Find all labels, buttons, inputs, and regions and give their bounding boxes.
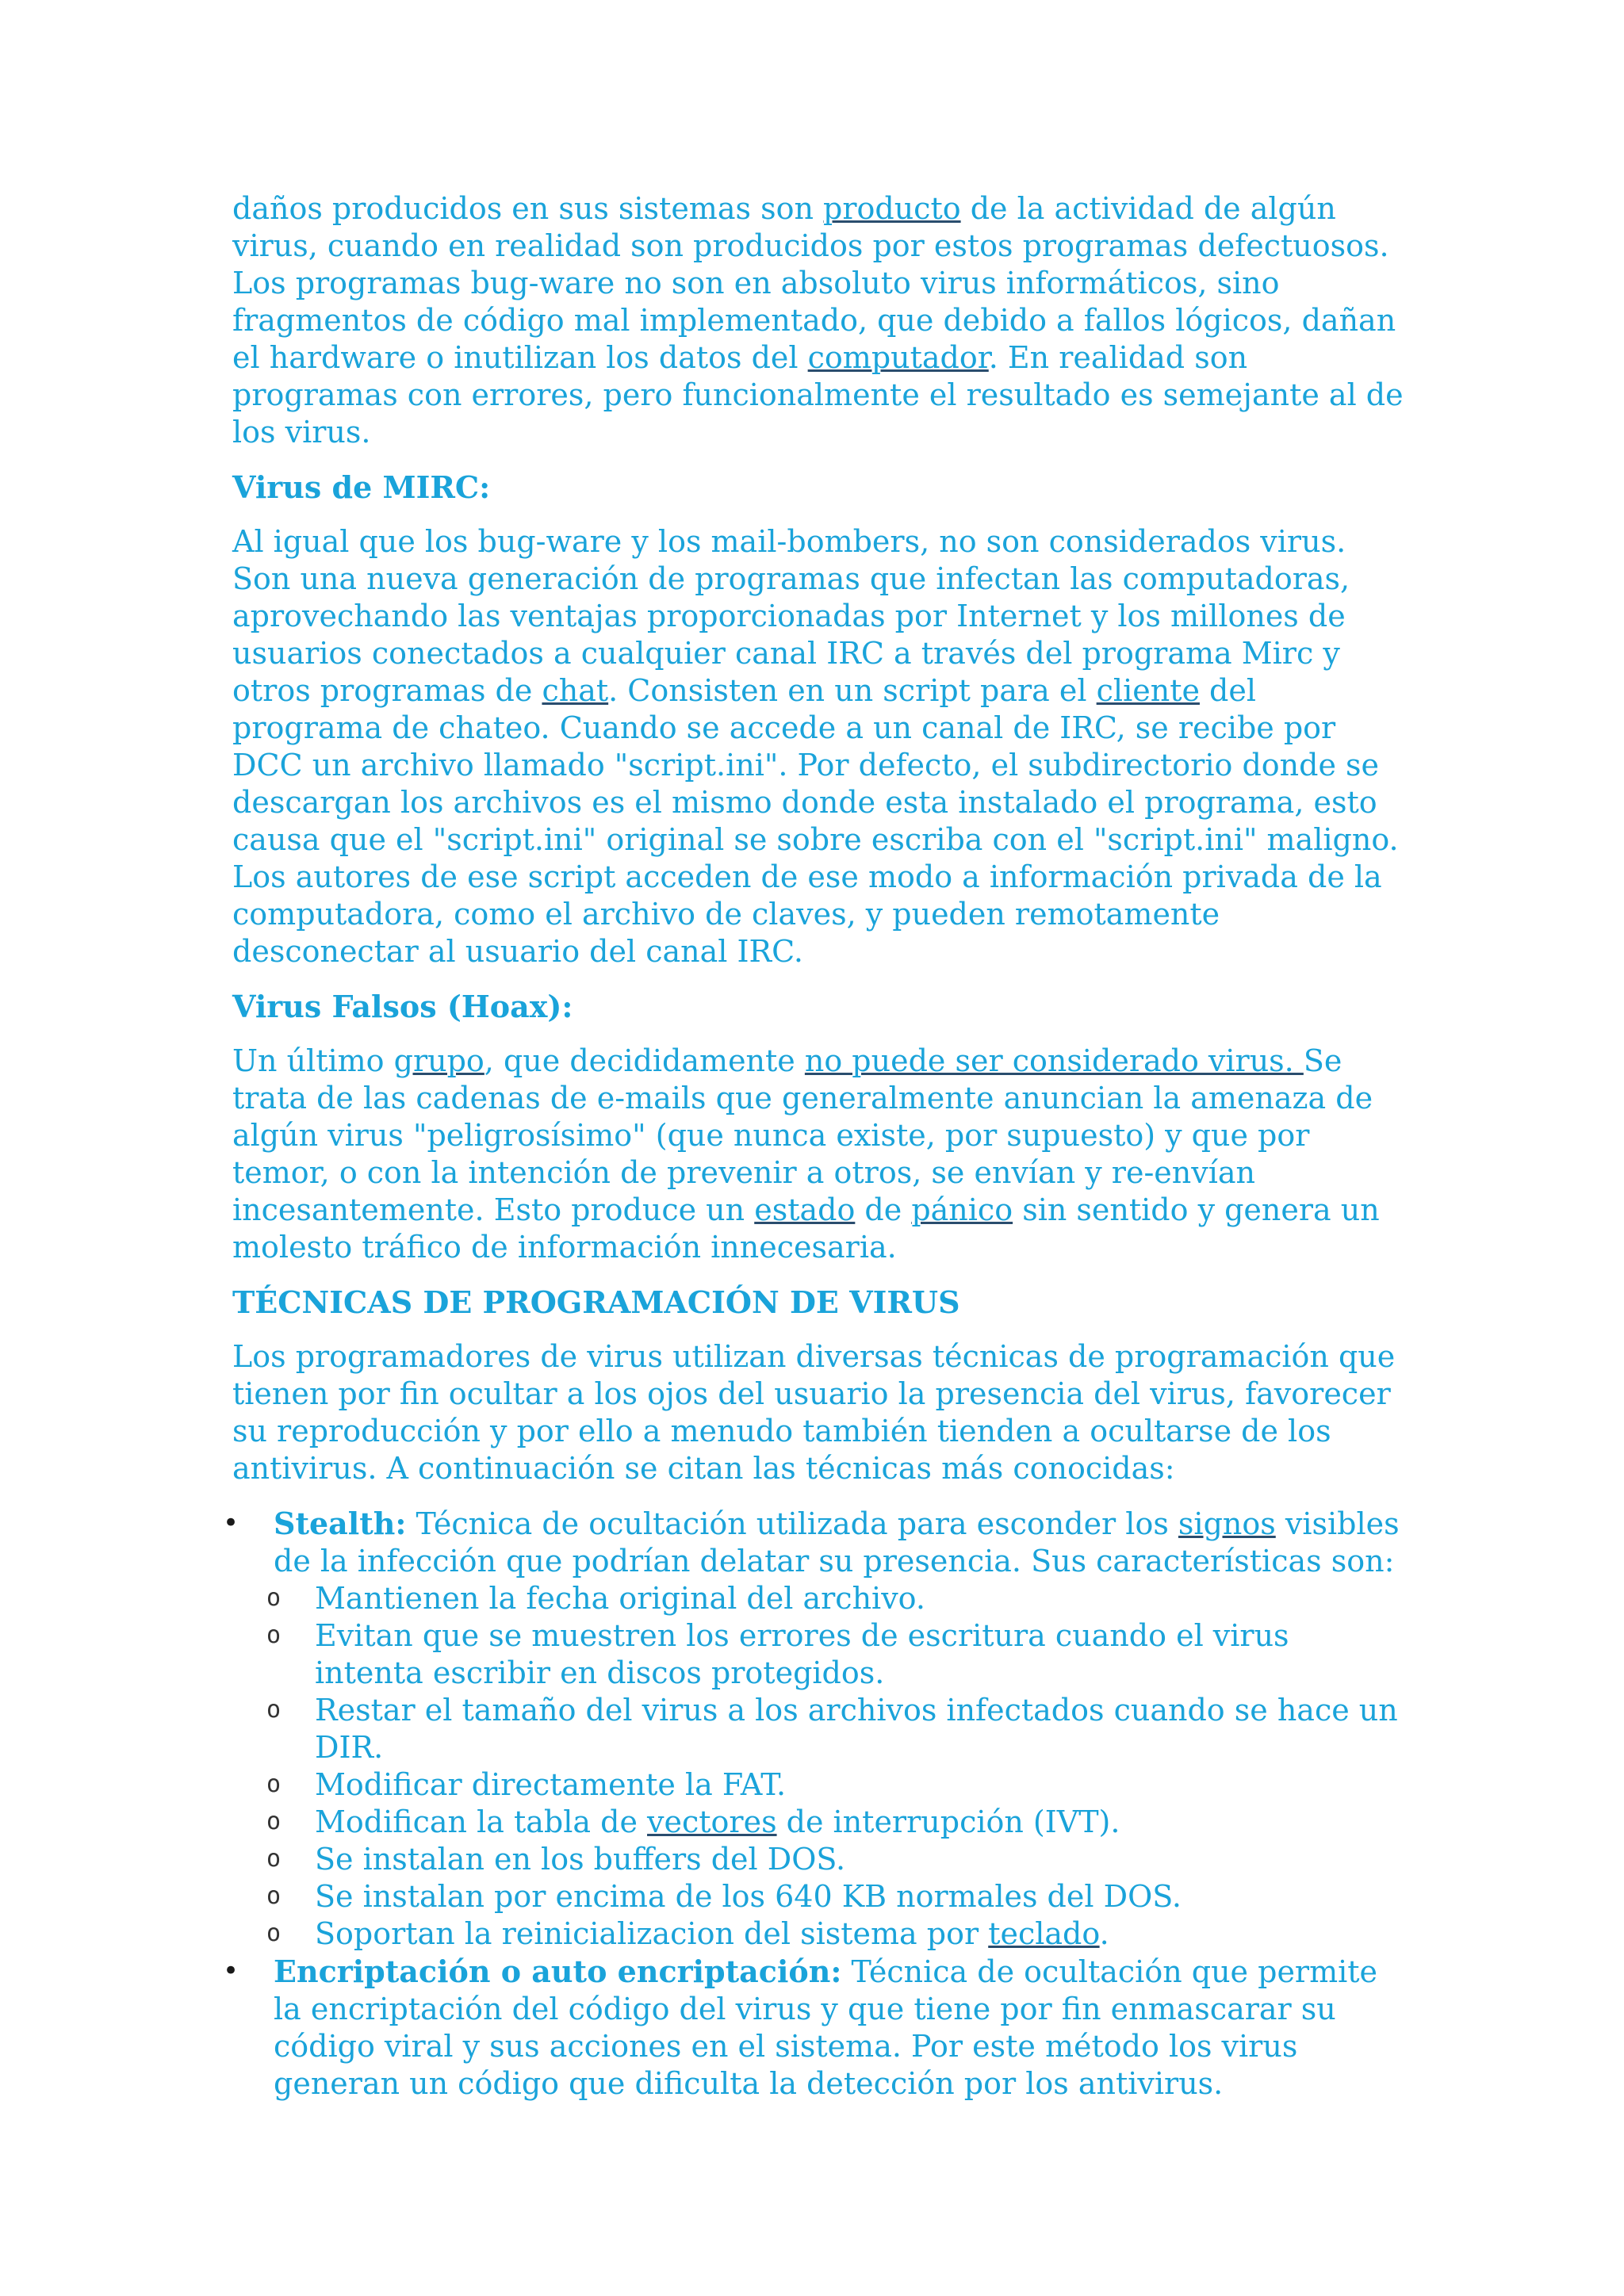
sub-item: o Se instalan en los buffers del DOS. xyxy=(274,1841,1406,1878)
text: Soportan la reinicializacion del sistema por xyxy=(315,1916,989,1951)
paragraph-bugware xyxy=(232,190,1406,451)
text: Técnica de ocultación utilizada para esconder los xyxy=(406,1506,1178,1541)
link-vectores[interactable]: vectores xyxy=(647,1804,777,1839)
text: daños producidos en sus sistemas son xyxy=(232,191,824,226)
text: Se trata de las cadenas de e-mails que generalmente anuncian la amenaza de algún virus "peligrosísimo" (que nunca existe, por supuesto) y que por temor, o con la intención de prevenir a otros, se envían y re-envían incesantemente. Esto produce un xyxy=(232,1043,1373,1227)
heading-virus-falsos: Virus Falsos (Hoax): xyxy=(232,989,573,1024)
link-producto[interactable]: producto xyxy=(823,191,961,226)
text: Técnica de ocultación que permite la encriptación del código del virus y que tiene por fin enmascarar su código viral y sus acciones en el sistema. Por este método los virus generan un código que dificulta la detección por los antivirus. xyxy=(274,1954,1378,2101)
paragraph-mirc xyxy=(232,523,1406,970)
text: , que decididamente xyxy=(484,1043,805,1078)
list-item-encriptacion xyxy=(232,1953,1406,2103)
sub-item: o Restar el tamaño del virus a los archivos infectados cuando se hace un DIR. xyxy=(274,1692,1406,1766)
paragraph-hoax xyxy=(232,1043,1406,1266)
sub-item: o Se instalan por encima de los 640 KB normales del DOS. xyxy=(274,1878,1406,1915)
link-panico[interactable]: pánico xyxy=(911,1192,1013,1227)
link-computador[interactable]: computador xyxy=(807,340,989,375)
paragraph-tecnicas-intro: Los programadores de virus utilizan diversas técnicas de programación que tienen por fin ocultar a los ojos del usuario la presencia del virus, favorecer su reproducción y por ello a menudo también tienden a ocultarse de los antivirus. A continuación se citan las técnicas más conocidas: xyxy=(232,1339,1396,1486)
document-page xyxy=(232,190,1406,2103)
sub-item: o Evitan que se muestren los errores de escritura cuando el virus intenta escribir en discos protegidos. xyxy=(274,1617,1406,1692)
sub-item xyxy=(274,1804,1406,1841)
sub-item xyxy=(274,1915,1406,1953)
link-chat[interactable]: chat xyxy=(542,673,609,708)
heading-virus-mirc: Virus de MIRC: xyxy=(232,469,491,505)
term-stealth: Stealth: xyxy=(274,1506,407,1541)
link-grupo[interactable]: grupo xyxy=(393,1043,485,1078)
text: Al igual que los bug-ware y los mail-bombers, no son considerados virus. Son una nueva generación de programas que infectan las computadoras, aprovechando las ventajas proporcionadas por Internet y los millones de usuarios conectados a cualquier canal IRC a través del programa Mirc y otros programas de xyxy=(232,524,1350,708)
list-item-stealth xyxy=(232,1505,1406,1953)
stealth-sublist xyxy=(274,1580,1406,1953)
text: del programa de chateo. Cuando se accede a un canal de IRC, se recibe por DCC un archivo llamado "script.ini". Por defecto, el subdirectorio donde se descargan los archivos es el mismo donde esta instalado el programa, esto causa que el "script.ini" original se sobre escriba con el "script.ini" maligno. Los autores de ese script acceden de ese modo a información privada de la computadora, como el archivo de claves, y pueden remotamente desconectar al usuario del canal IRC. xyxy=(232,673,1399,969)
link-teclado[interactable]: teclado xyxy=(988,1916,1100,1951)
heading-tecnicas: TÉCNICAS DE PROGRAMACIÓN DE VIRUS xyxy=(232,1284,960,1320)
link-estado[interactable]: estado xyxy=(754,1192,856,1227)
text: visibles de la infección que podrían delatar su presencia. Sus características son: xyxy=(274,1506,1400,1578)
text: . xyxy=(1099,1916,1109,1951)
text: sin sentido y genera un molesto tráfico de información innecesaria. xyxy=(232,1192,1380,1265)
text: Modifican la tabla de xyxy=(315,1804,648,1839)
techniques-list xyxy=(232,1505,1406,2103)
text: . Consisten en un script para el xyxy=(608,673,1097,708)
text: Un último xyxy=(232,1043,394,1078)
link-signos[interactable]: signos xyxy=(1178,1506,1276,1541)
text: . En realidad son programas con errores, pero funcionalmente el resultado es semejante al de los virus. xyxy=(232,340,1404,450)
term-encriptacion: Encriptación o auto encriptación: xyxy=(274,1954,842,1989)
text: de interrupción (IVT). xyxy=(776,1804,1120,1839)
sub-item: o Mantienen la fecha original del archivo. xyxy=(274,1580,1406,1617)
sub-item: o Modificar directamente la FAT. xyxy=(274,1766,1406,1804)
text: de xyxy=(855,1192,912,1227)
link-cliente[interactable]: cliente xyxy=(1096,673,1200,708)
text: de la actividad de algún virus, cuando en realidad son producidos por estos programas defectuosos. Los programas bug-ware no son en absoluto virus informáticos, sino fragmentos de código mal implementado, que debido a fallos lógicos, dañan el hardware o inutilizan los datos del xyxy=(232,191,1396,375)
link-no-puede-ser-considerado-virus[interactable]: no puede ser considerado virus. xyxy=(804,1043,1304,1078)
